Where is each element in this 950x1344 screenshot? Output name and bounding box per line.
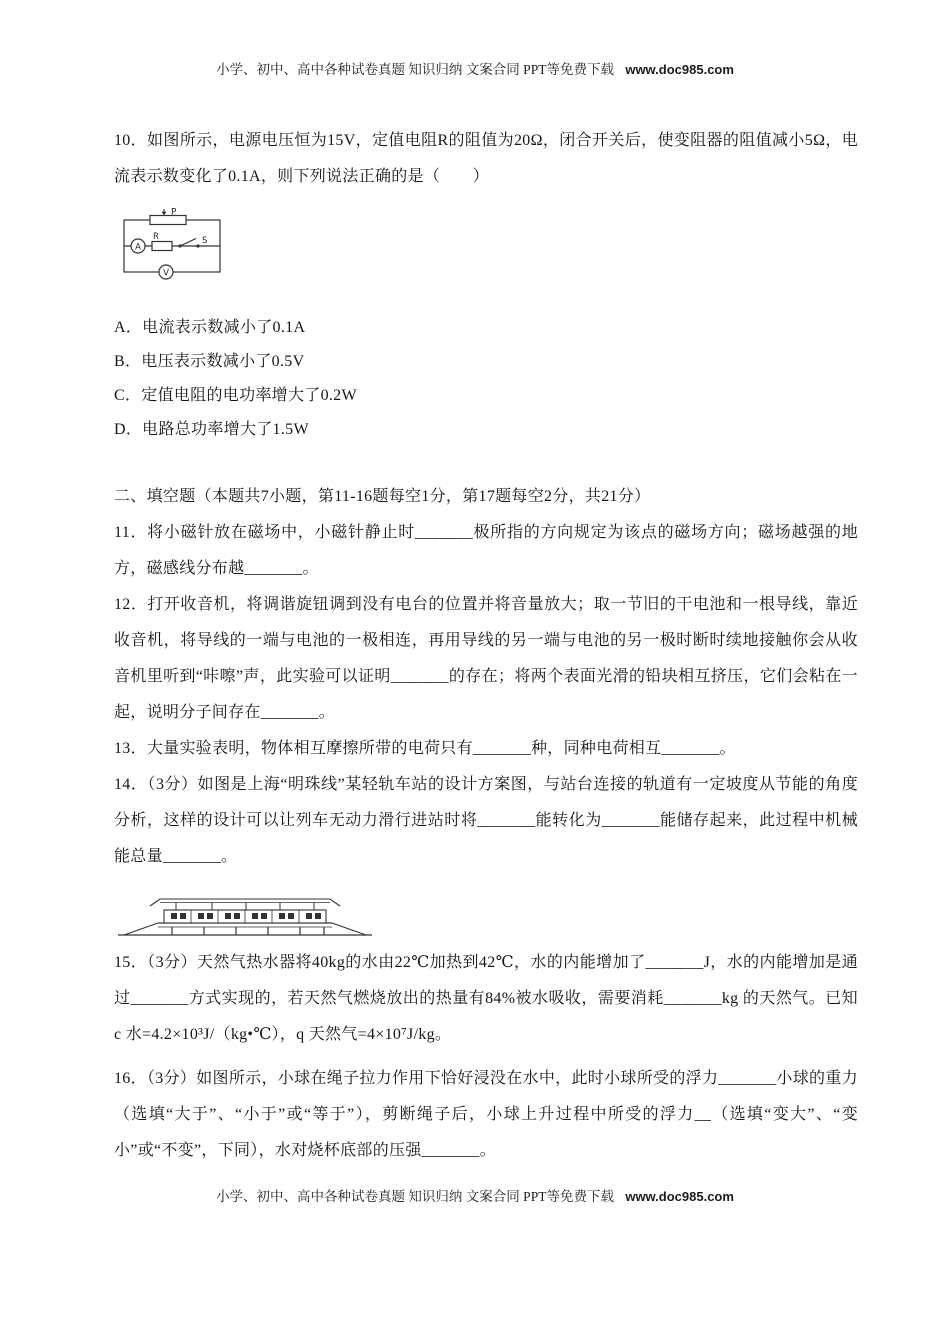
option-b: B．电压表示数减小了0.5V [114,353,305,370]
ammeter-symbol [131,239,145,253]
support-columns [172,927,324,935]
left-slope [124,923,158,935]
rheostat-symbol [150,208,186,225]
page-footer [0,1187,950,1206]
circuit-diagram-svg [114,207,232,293]
resistor-label: R [153,232,159,242]
voltmeter-label: V [163,268,169,279]
exam-content [0,123,950,1169]
switch-label: S [202,236,208,246]
footer-url: www.doc985.com [625,1189,734,1204]
roof-posts [176,903,314,911]
station-roof [150,899,340,906]
train-body [164,910,326,923]
question-10-text: 10．如图所示，电源电压恒为15V，定值电阻R的阻值为20Ω，闭合开关后，使变阻器的阻值减小5Ω，电流表示数变化了0.1A，则下列说法正确的是（ ） [114,132,858,185]
right-slope [332,923,366,935]
question-11-text: 11．将小磁针放在磁场中，小磁针静止时_______极所指的方向规定为该点的磁场方向；磁场越强的地方，磁感线分布越_______。 [114,524,858,577]
ammeter-label: A [135,242,141,253]
header-url: www.doc985.com [625,62,734,77]
voltmeter-symbol [159,265,173,279]
question-14-text: 14．（3分）如图是上海“明珠线”某轻轨车站的设计方案图，与站台连接的轨道有一定坡度从节能的角度分析，这样的设计可以让列车无动力滑行进站时将_______能转化为_______能储存起来，此过程中机械能总量_______。 [114,776,858,865]
question-12-text: 12．打开收音机，将调谐旋钮调到没有电台的位置并将音量放大；取一节旧的干电池和一根导线，靠近收音机，将导线的一端与电池的一极相连，再用导线的另一端与电池的另一极时断时续地接触你会从收音机里听到“咔嚓”声，此实验可以证明_______的存在；将两个表面光滑的铅块相互挤压，它们会粘在一起，说明分子间存在_______。 [114,596,858,721]
page-header [0,0,950,79]
rheostat-label: P [171,207,177,218]
question-16-text: 16．（3分）如图所示，小球在绳子拉力作用下恰好浸没在水中，此时小球所受的浮力_______小球的重力（选填“大于”、“小于”或“等于”），剪断绳子后，小球上升过程中所受的浮力__（选填“变大”、“变小”或“不变”，下同），水对烧杯底部的压强_______。 [114,1070,858,1159]
footer-text: 小学、初中、高中各种试卷真题 知识归纳 文案合同 PPT等免费下载 [216,1189,614,1204]
question-10-options [114,311,858,447]
question-13-text: 13．大量实验表明，物体相互摩擦所带的电荷只有_______种，同种电荷相互_______。 [114,740,736,757]
question-15-text: 15．（3分）天然气热水器将40kg的水由22℃加热到42℃，水的内能增加了_______J，水的内能增加是通过_______方式实现的，若天然气燃烧放出的热量有84%被水吸收，需要消耗_______kg 的天然气。已知c 水=4.2×10³J/（kg•℃），q 天然气=4×10⁷J/kg。 [114,954,858,1043]
option-c: C．定值电阻的电功率增大了0.2W [114,387,357,404]
circuit-diagram [114,207,858,293]
header-text: 小学、初中、高中各种试卷真题 知识归纳 文案合同 PPT等免费下载 [216,62,614,77]
train-station-svg [116,883,374,939]
resistor-r-symbol [152,232,172,251]
train-station-diagram [116,883,858,939]
option-a: A．电流表示数减小了0.1A [114,319,306,336]
section-2-title: 二、填空题（本题共7小题，第11-16题每空1分，第17题每空2分，共21分） [114,488,651,505]
option-d: D．电路总功率增大了1.5W [114,421,309,438]
